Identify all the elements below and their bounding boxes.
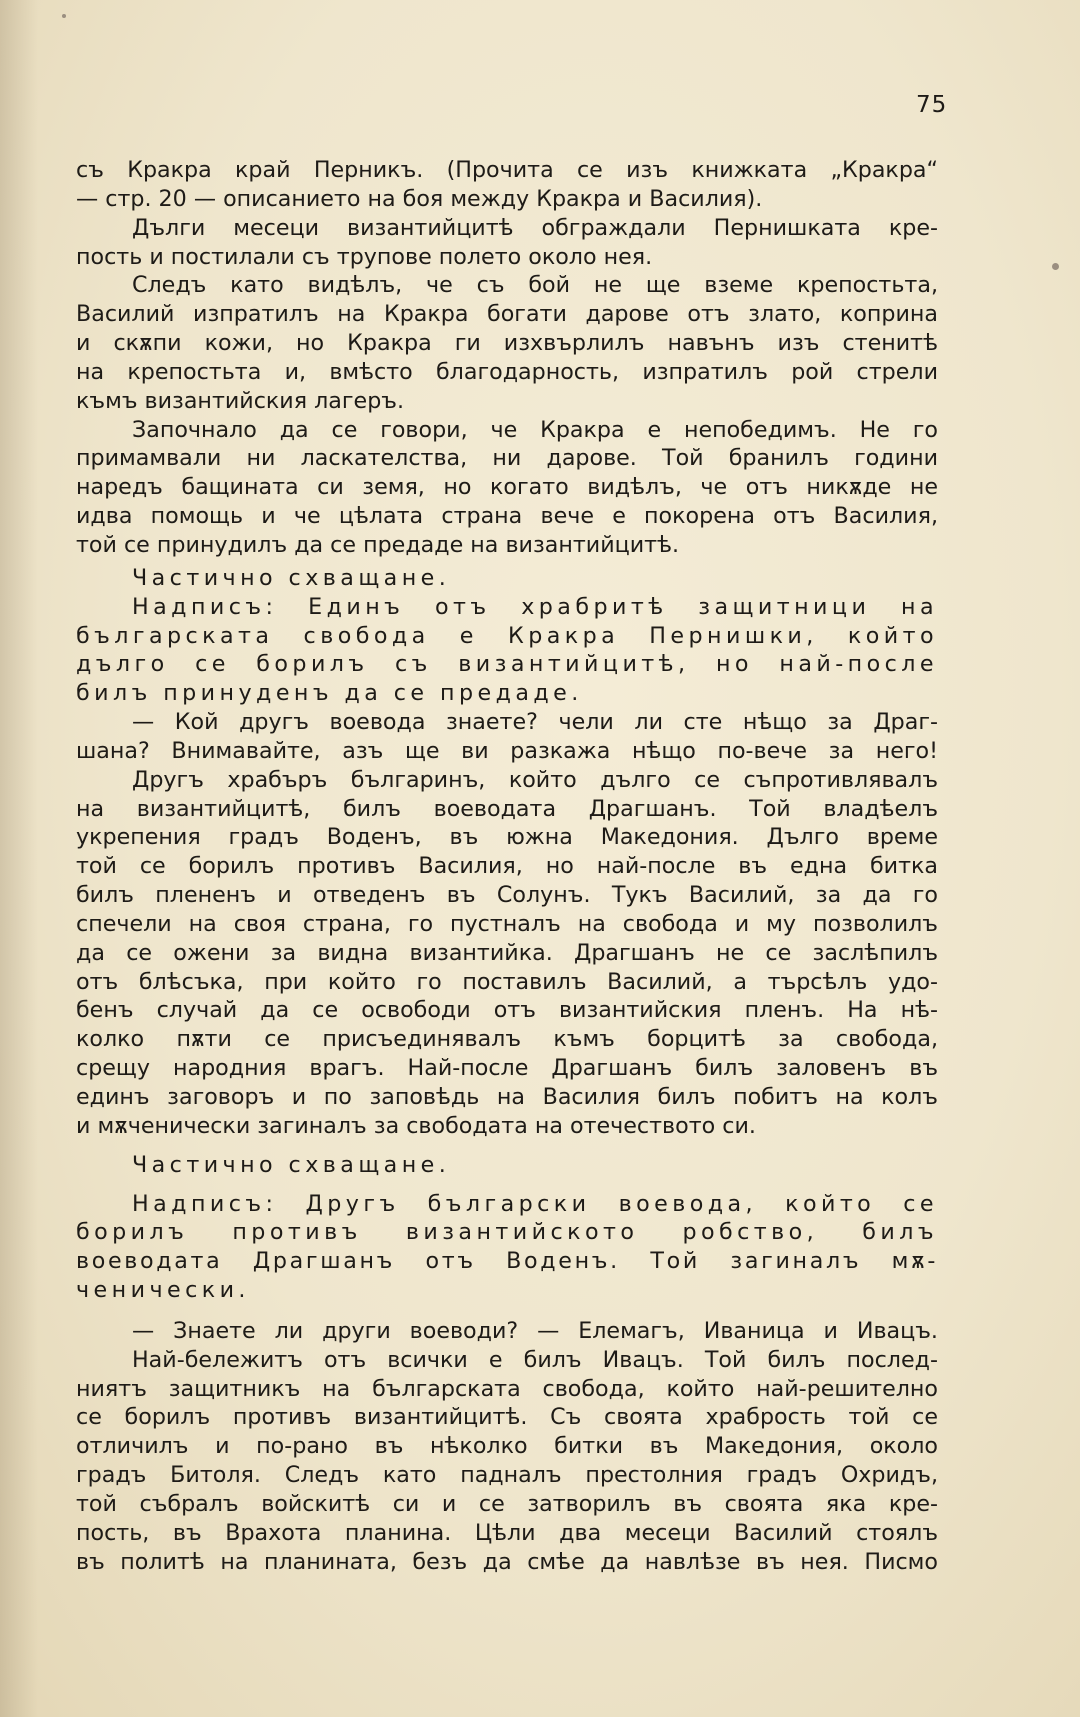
text-line: и мѫченически загиналъ за свободата на отечеството си. xyxy=(76,1112,756,1139)
caption-line: дълго се борилъ съ византийцитѣ, но най-после xyxy=(76,651,938,678)
text-line: — стр. 20 — описанието на боя между Кракра и Василия). xyxy=(76,185,763,212)
text-line: единъ заговоръ и по заповѣдь на Василия билъ побитъ на колъ xyxy=(76,1084,938,1110)
text-line: на византийцитѣ, билъ воеводата Драгшанъ. Той владѣелъ xyxy=(76,795,938,822)
text-line: ниятъ защитникъ на българската свобода, който най-решително xyxy=(76,1375,938,1402)
text-line: се борилъ противъ византийцитѣ. Съ своята храбрость той се xyxy=(76,1404,938,1431)
text-line: той събралъ войскитѣ си и се затворилъ въ своята яка кре- xyxy=(76,1490,938,1517)
caption-line: Надписъ: Единъ отъ храбритѣ защитници на xyxy=(132,593,938,620)
text-line: пость и постилали съ трупове полето около нея. xyxy=(76,243,653,270)
text-line: — Знаете ли други воеводи? — Елемагъ, Иваница и Ивацъ. xyxy=(132,1317,938,1344)
text-line: Другъ храбъръ българинъ, който дълго се съпротивлявалъ xyxy=(132,766,938,793)
text-line: Започнало да се говори, че Кракра е непобедимъ. Не го xyxy=(132,416,938,443)
text-line: въ политѣ на планината, безъ да смѣе да навлѣзе въ нея. Писмо xyxy=(76,1548,938,1575)
text-line: и скѫпи кожи, но Кракра ги изхвърлилъ навънъ изъ стенитѣ xyxy=(76,330,938,357)
text-line: шана? Внимавайте, азъ ще ви разкажа нѣщо по-вече за него! xyxy=(76,737,938,764)
text-line: да се ожени за видна византийка. Драгшанъ не се заслѣпилъ xyxy=(76,939,938,966)
text-line: той се принудилъ да се предаде на византийцитѣ. xyxy=(76,531,680,558)
text-line: Дълги месеци византийцитѣ обграждали Пернишката кре- xyxy=(132,214,938,241)
text-line: билъ плененъ и отведенъ въ Солунъ. Тукъ Василий, за да го xyxy=(76,882,938,909)
text-line: Следъ като видѣлъ, че съ бой не ще вземе крепостьта, xyxy=(132,272,938,299)
text-line: той се борилъ противъ Василия, но най-после въ една битка xyxy=(76,853,938,880)
caption-line: ченически. xyxy=(76,1277,250,1304)
caption-line: българската свобода е Кракра Пернишки, който xyxy=(76,622,938,649)
text-line: примамвали ни ласкателства, ни дарове. Той бранилъ години xyxy=(76,445,938,472)
section-heading: Частично схващане. xyxy=(132,564,451,591)
text-line: градъ Битоля. Следъ като падналъ престолния градъ Охридъ, xyxy=(76,1462,938,1489)
text-line: колко пѫти се присъединявалъ къмъ борцитѣ за свобода, xyxy=(76,1026,938,1053)
text-line: отъ блѣсъка, при който го поставилъ Василий, а търсѣлъ удо- xyxy=(76,968,938,995)
text-line: укрепения градъ Воденъ, въ южна Македония. Дълго време xyxy=(76,824,938,851)
text-line: бенъ случай да се освободи отъ византийския пленъ. На нѣ- xyxy=(76,997,938,1024)
paper-speck xyxy=(1052,263,1059,270)
text-line: на крепостьта и, вмѣсто благодарность, изпратилъ рой стрели xyxy=(76,358,938,385)
body-text xyxy=(76,156,938,1577)
page-gutter-shadow xyxy=(0,0,38,1717)
caption-line: Надписъ: Другъ български воевода, който се xyxy=(132,1190,938,1217)
caption-line: билъ принуденъ да се предаде. xyxy=(76,680,583,707)
text-line: — Кой другъ воевода знаете? чели ли сте нѣщо за Драг- xyxy=(132,709,938,736)
page-number: 75 xyxy=(916,92,948,118)
text-line: идва помощь и че цѣлата страна вече е покорена отъ Василия, xyxy=(76,503,938,530)
text-line: пость, въ Врахота планина. Цѣли два месеци Василий стоялъ xyxy=(76,1519,938,1546)
caption-line: борилъ противъ византийското робство, билъ xyxy=(76,1219,938,1246)
text-line: спечели на своя страна, го пустналъ на свобода и му позволилъ xyxy=(76,910,938,937)
text-line: отличилъ и по-рано въ нѣколко битки въ Македония, около xyxy=(76,1433,938,1460)
section-heading: Частично схващане. xyxy=(132,1151,451,1178)
text-line: съ Кракра край Перникъ. (Прочита се изъ книжката „Кракра“ xyxy=(76,157,938,183)
text-line: наредъ бащината си земя, но когато видѣлъ, че отъ никѫде не xyxy=(76,474,938,501)
paper-speck xyxy=(62,14,66,18)
caption-line: воеводата Драгшанъ отъ Воденъ. Той загиналъ мѫ- xyxy=(76,1248,938,1275)
text-line: срещу народния врагъ. Най-после Драгшанъ билъ заловенъ въ xyxy=(76,1055,938,1082)
text-line: Най-бележитъ отъ всички е билъ Ивацъ. Той билъ послед- xyxy=(132,1346,938,1373)
text-line: къмъ византийския лагеръ. xyxy=(76,387,405,414)
text-line: Василий изпратилъ на Кракра богати дарове отъ злато, коприна xyxy=(76,301,938,328)
